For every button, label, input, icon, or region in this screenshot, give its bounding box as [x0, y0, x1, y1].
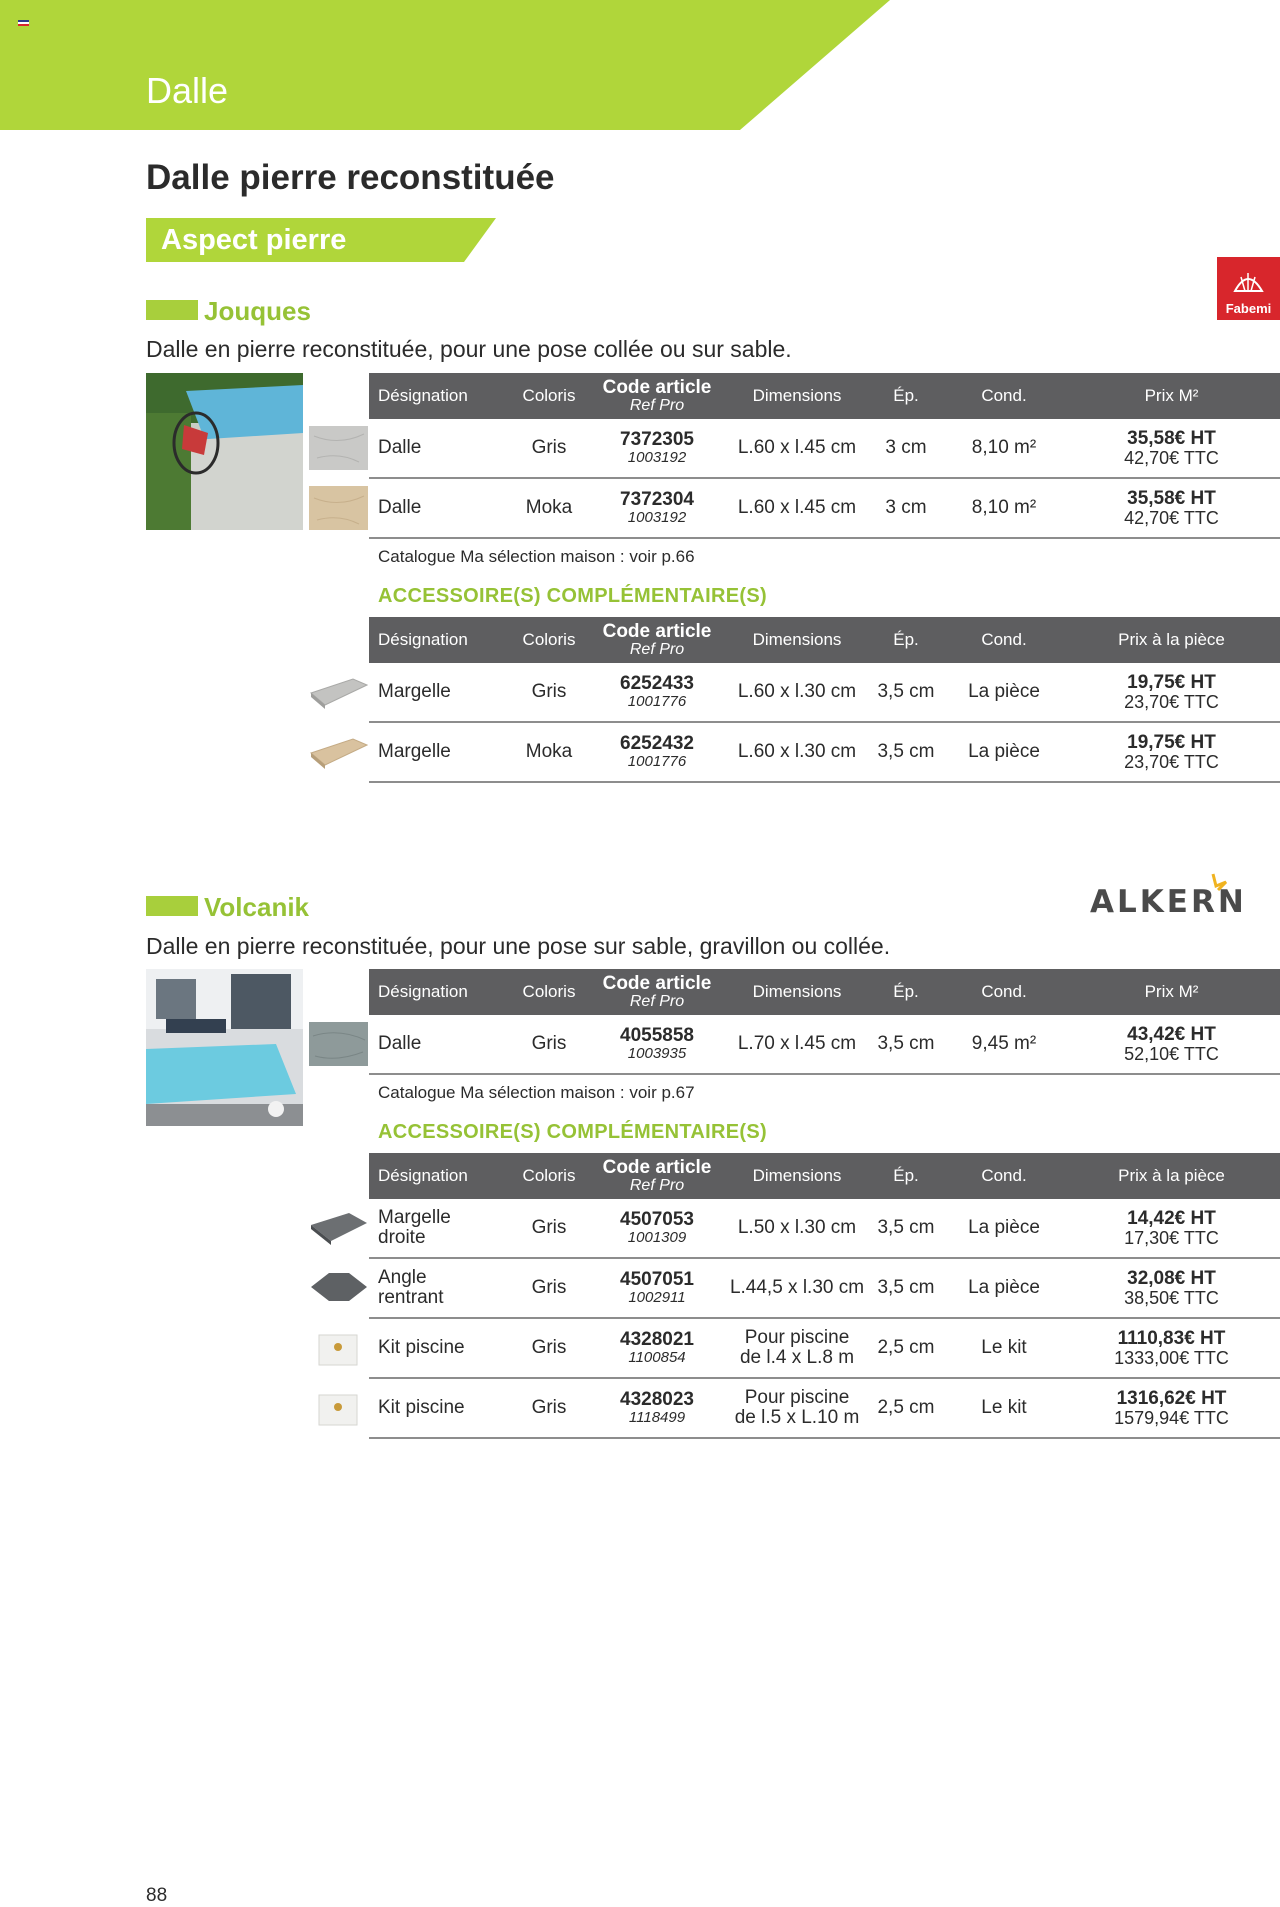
table-row: Dalle Gris 7372305 1003192 L.60 x l.45 cm 3 cm 8,10 m² 35,58€ HT 42,70€ TTC [369, 419, 1280, 478]
swatch-gris [309, 426, 368, 470]
table-row: Dalle Gris 4055858 1003935 L.70 x l.45 cm 3,5 cm 9,45 m² 43,42€ HT 52,10€ TTC [369, 1015, 1280, 1074]
table-row: Kit piscine Gris 4328021 1100854 Pour piscine de l.4 x L.8 m 2,5 cm Le kit 1110,83€ HT 1333,00€ TTC [369, 1318, 1280, 1378]
catalogue-note: Catalogue Ma sélection maison : voir p.66 [378, 547, 695, 566]
table-row: Angle rentrant Gris 4507051 1002911 L.44,5 x l.30 cm 3,5 cm La pièce 32,08€ HT 38,50€ TTC [369, 1258, 1280, 1318]
page-number: 88 [146, 1885, 168, 1906]
col-cond: Cond. [945, 373, 1063, 419]
page-title: Dalle pierre reconstituée [146, 158, 555, 197]
product-photo [146, 969, 303, 1126]
accessories-title: ACCESSOIRE(S) COMPLÉMENTAIRE(S) [378, 585, 767, 607]
col-code: Code article Ref Pro [587, 373, 727, 419]
table-row: Dalle Moka 7372304 1003192 L.60 x l.45 cm 3 cm 8,10 m² 35,58€ HT 42,70€ TTC [369, 478, 1280, 538]
table-header: Désignation Coloris Code article Ref Pro Dimensions Ép. Cond. Prix à la pièce [369, 617, 1280, 663]
col-dimensions: Dimensions [727, 373, 867, 419]
brand-name: Fabemi [1225, 301, 1272, 316]
table-row: Margelle Gris 6252433 1001776 L.60 x l.30 cm 3,5 cm La pièce 19,75€ HT 23,70€ TTC [369, 663, 1280, 722]
fabemi-logo [1217, 257, 1280, 320]
product-name: Volcanik [204, 892, 310, 922]
product-description: Dalle en pierre reconstituée, pour une pose sur sable, gravillon ou collée. [146, 933, 891, 959]
subsection-title: Aspect pierre [161, 224, 347, 256]
swatch-gris [309, 1022, 368, 1066]
product-table-jouques [369, 373, 1280, 539]
flag-icon [18, 20, 29, 27]
margelle-moka-image [309, 731, 368, 775]
col-prix: Prix M² [1063, 373, 1280, 419]
catalogue-note: Catalogue Ma sélection maison : voir p.67 [378, 1083, 695, 1102]
table-row: Margelle droite Gris 4507053 1001309 L.50 x l.30 cm 3,5 cm La pièce 14,42€ HT 17,30€ TTC [369, 1199, 1280, 1258]
section-marker [146, 300, 198, 320]
col-designation: Désignation [369, 373, 511, 419]
margelle-droite-image [309, 1207, 368, 1251]
table-header [369, 373, 1280, 419]
table-row: Kit piscine Gris 4328023 1118499 Pour piscine de l.5 x L.10 m 2,5 cm Le kit 1316,62€ HT 1579,94€ TTC [369, 1378, 1280, 1438]
section-title: Dalle [146, 70, 229, 111]
angle-rentrant-image [309, 1267, 368, 1311]
table-header: Désignation Coloris Code article Ref Pro Dimensions Ép. Cond. Prix M² [369, 969, 1280, 1015]
alkern-logo [1090, 872, 1280, 924]
table-row: Margelle Moka 6252432 1001776 L.60 x l.30 cm 3,5 cm La pièce 19,75€ HT 23,70€ TTC [369, 722, 1280, 782]
col-coloris: Coloris [511, 373, 587, 419]
product-name: Jouques [204, 296, 311, 326]
accessory-table-jouques [369, 617, 1280, 783]
kit-piscine-image [309, 1327, 368, 1371]
margelle-gris-image [309, 671, 368, 715]
table-header: Désignation Coloris Code article Ref Pro Dimensions Ép. Cond. Prix à la pièce [369, 1153, 1280, 1199]
accessory-table-volcanik [369, 1153, 1280, 1439]
product-description: Dalle en pierre reconstituée, pour une pose collée ou sur sable. [146, 336, 792, 362]
col-ep: Ép. [867, 373, 945, 419]
brand-name: ALKERN [1090, 884, 1247, 920]
product-photo [146, 373, 303, 530]
swatch-moka [309, 486, 368, 530]
section-marker [146, 896, 198, 916]
product-table-volcanik [369, 969, 1280, 1075]
kit-piscine-image [309, 1387, 368, 1431]
accessories-title: ACCESSOIRE(S) COMPLÉMENTAIRE(S) [378, 1121, 767, 1143]
